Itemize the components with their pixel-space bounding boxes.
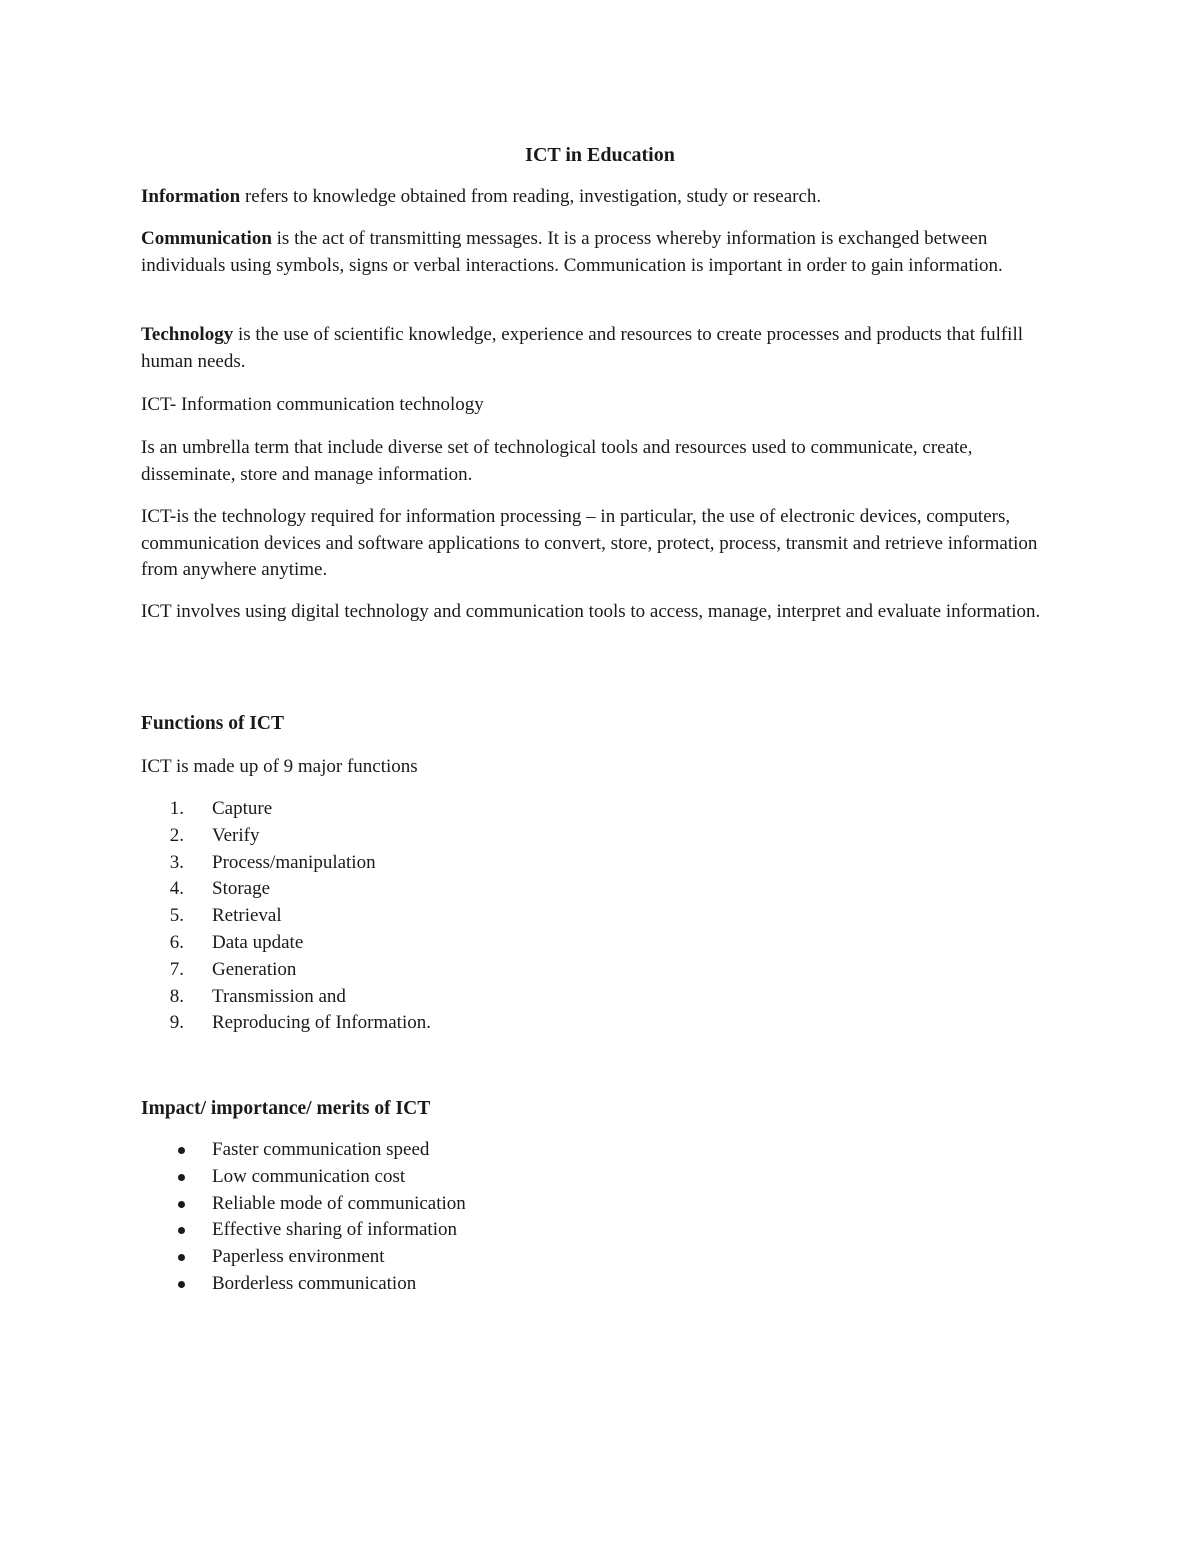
function-list-item: [141, 984, 741, 1011]
communication-term: Communication: [141, 228, 272, 249]
function-list-item: [141, 957, 741, 984]
impact-label: Reliable mode of communication: [212, 1192, 466, 1214]
function-label: Transmission and: [212, 985, 346, 1007]
technology-term: Technology: [141, 324, 234, 345]
function-list-item: [141, 1010, 741, 1037]
impact-label: Low communication cost: [212, 1165, 406, 1187]
technology-text: is the use of scientific knowledge, experience and resources to create processes and products that fulfill human needs.: [141, 324, 1024, 372]
impact-heading: Impact/ importance/ merits of ICT: [141, 1098, 431, 1119]
list-number: 7.: [169, 958, 184, 980]
document-title: ICT in Education: [525, 144, 675, 166]
impact-label: Paperless environment: [212, 1246, 385, 1268]
information-definition: [141, 184, 1061, 211]
bullet-icon: [178, 1254, 185, 1261]
function-label: Verify: [212, 824, 260, 846]
list-number: 4.: [169, 878, 184, 900]
functions-intro: ICT is made up of 9 major functions: [141, 756, 418, 777]
information-term: Information: [141, 186, 241, 207]
impact-label: Borderless communication: [212, 1272, 417, 1294]
ict-acronym-line: ICT- Information communication technology: [141, 394, 484, 415]
ict-technology-paragraph: ICT-is the technology required for information processing – in particular, the use of electronic devices, computers, communication devices and software applications to convert, store, protect, process, transmit and retrieve information from anywhere anytime.: [141, 506, 1038, 580]
bullet-icon: [178, 1281, 185, 1288]
list-number: 6.: [169, 931, 184, 953]
function-label: Retrieval: [212, 905, 282, 927]
technology-definition: [141, 322, 1061, 375]
function-list-item: [141, 796, 741, 823]
bullet-icon: [178, 1201, 185, 1208]
bullet-icon: [178, 1147, 185, 1154]
function-list-item: [141, 850, 741, 877]
function-list-item: [141, 876, 741, 903]
bullet-icon: [178, 1174, 185, 1181]
function-label: Reproducing of Information.: [212, 1012, 431, 1034]
list-number: 3.: [169, 851, 184, 873]
list-number: 9.: [169, 1012, 184, 1034]
communication-text: is the act of transmitting messages. It is a process whereby information is exchanged between individuals using symbols, signs or verbal interactions. Communication is important in order to gain information.: [141, 228, 1003, 276]
impact-label: Faster communication speed: [212, 1139, 430, 1160]
ict-involves-paragraph: ICT involves using digital technology and communication tools to access, manage, interpret and evaluate information.: [141, 601, 1041, 622]
function-list-item: [141, 930, 741, 957]
function-label: Storage: [212, 878, 271, 900]
impact-list-item: [141, 1191, 741, 1218]
function-label: Generation: [212, 958, 297, 980]
impact-list-item: [141, 1271, 741, 1298]
impact-list-item: [141, 1137, 741, 1164]
list-number: 5.: [169, 905, 184, 927]
function-label: Process/manipulation: [212, 851, 376, 873]
list-number: 8.: [169, 985, 184, 1007]
function-label: Capture: [212, 798, 273, 819]
function-label: Data update: [212, 931, 304, 953]
function-list-item: [141, 823, 741, 850]
impact-list: [141, 1137, 741, 1298]
information-text: refers to knowledge obtained from reading, investigation, study or research.: [240, 186, 822, 207]
function-list-item: [141, 903, 741, 930]
communication-definition: [141, 226, 1061, 279]
list-number: 2.: [169, 824, 184, 846]
functions-heading: Functions of ICT: [141, 713, 285, 734]
functions-list: [141, 796, 741, 1037]
impact-list-item: [141, 1244, 741, 1271]
bullet-icon: [178, 1227, 185, 1234]
impact-list-item: [141, 1164, 741, 1191]
impact-label: Effective sharing of information: [212, 1219, 457, 1241]
umbrella-term-paragraph: Is an umbrella term that include diverse set of technological tools and resources used to communicate, create, disseminate, store and manage information.: [141, 437, 973, 485]
list-number: 1.: [169, 798, 184, 819]
impact-list-item: [141, 1217, 741, 1244]
